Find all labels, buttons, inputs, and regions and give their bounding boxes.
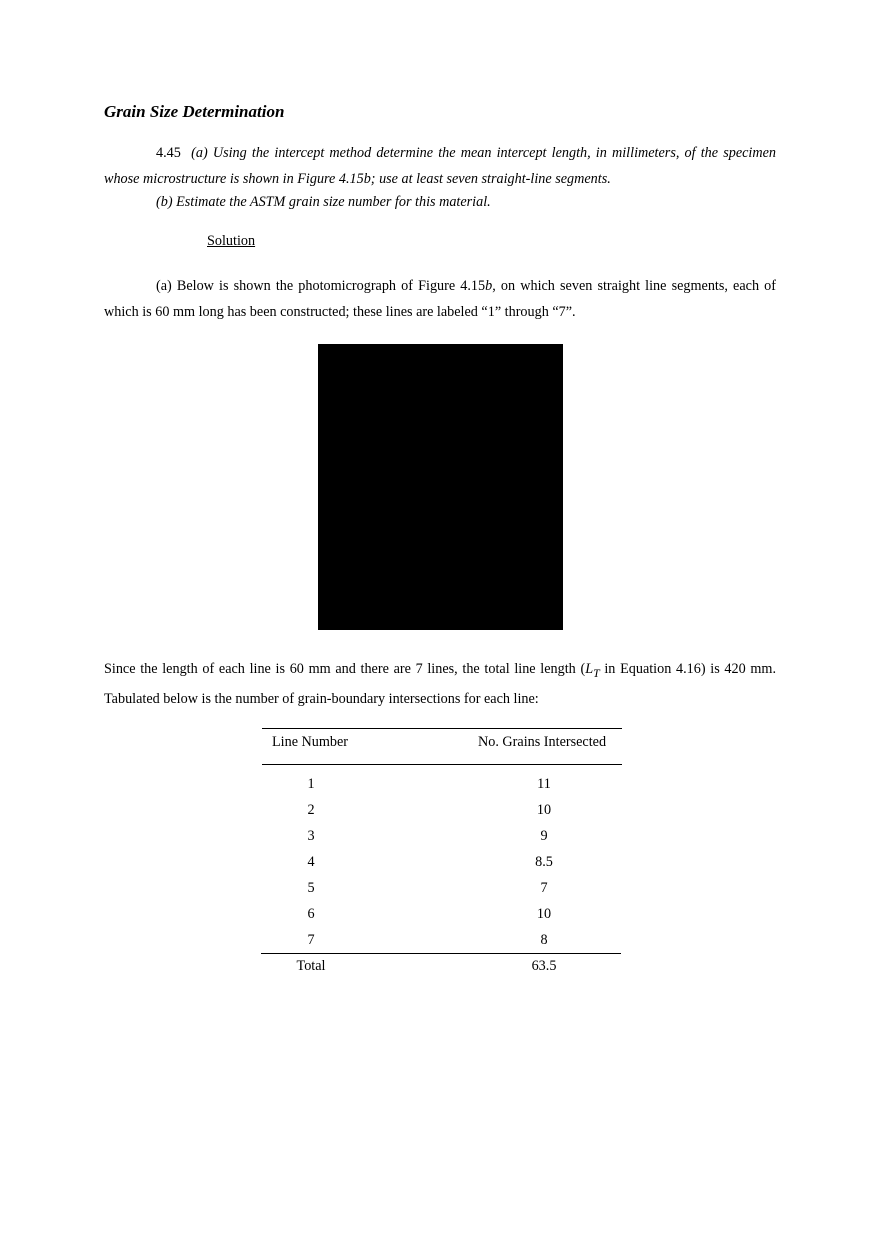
solution-text-1: (a) Below is shown the photomicrograph of Figure 4.15 (156, 278, 486, 294)
line-length-text-1: Since the length of each line is 60 mm and there are 7 lines, the total line length ( (104, 661, 586, 677)
lt-symbol-sub: T (593, 665, 600, 680)
table-row-7-grains: 8 (540, 932, 548, 948)
table-row-4-line: 4 (307, 854, 315, 870)
problem-part-b: (b) Estimate the ASTM grain size number for this material. (156, 194, 491, 210)
solution-part-a (104, 273, 776, 325)
table-total-value: 63.5 (531, 958, 557, 974)
table-row-2-grains: 10 (536, 802, 552, 818)
lt-symbol (585, 661, 600, 680)
problem-part-a (104, 140, 776, 192)
problem-number: 4.45 (156, 145, 181, 161)
table-row-3-line: 3 (307, 828, 315, 844)
problem-part-a-text: (a) Using the intercept method determine the mean intercept length, in millimeters, of the specimen whose microstructure is shown in Figure 4.15b; use at least seven straight-line segments. (104, 145, 776, 187)
table-top-rule (262, 728, 622, 729)
table-row-1-grains: 11 (537, 776, 551, 792)
table-row-1-line: 1 (307, 776, 315, 792)
table-row-6-grains: 10 (536, 906, 552, 922)
line-length-text-2: in Equation 4.16) is 420 mm. Tabulated below is the number of grain-boundary intersections for each line: (104, 661, 776, 707)
table-row-3-grains: 9 (540, 828, 548, 844)
line-length-paragraph (104, 656, 776, 712)
table-row-4-grains: 8.5 (535, 854, 553, 870)
photomicrograph-figure (318, 344, 563, 630)
table-total-rule (261, 953, 621, 954)
header-grains-intersected: No. Grains Intersected (478, 734, 607, 750)
table-row-6-line: 6 (307, 906, 315, 922)
header-line-number: Line Number (272, 734, 349, 750)
section-heading: Grain Size Determination (104, 102, 285, 121)
solution-label: Solution (207, 233, 256, 249)
table-row-2-line: 2 (307, 802, 315, 818)
lt-symbol-main: L (585, 661, 594, 677)
solution-text-italic: b (485, 278, 493, 294)
table-row-7-line: 7 (307, 932, 315, 948)
table-row-5-line: 5 (307, 880, 315, 896)
table-total-label: Total (296, 958, 326, 974)
solution-text-2: , on which seven straight line segments, each of which is 60 mm long has been constructed; these lines are labeled “1” through “7”. (104, 278, 776, 320)
table-row-5-grains: 7 (540, 880, 548, 896)
table-header-rule (262, 764, 622, 765)
